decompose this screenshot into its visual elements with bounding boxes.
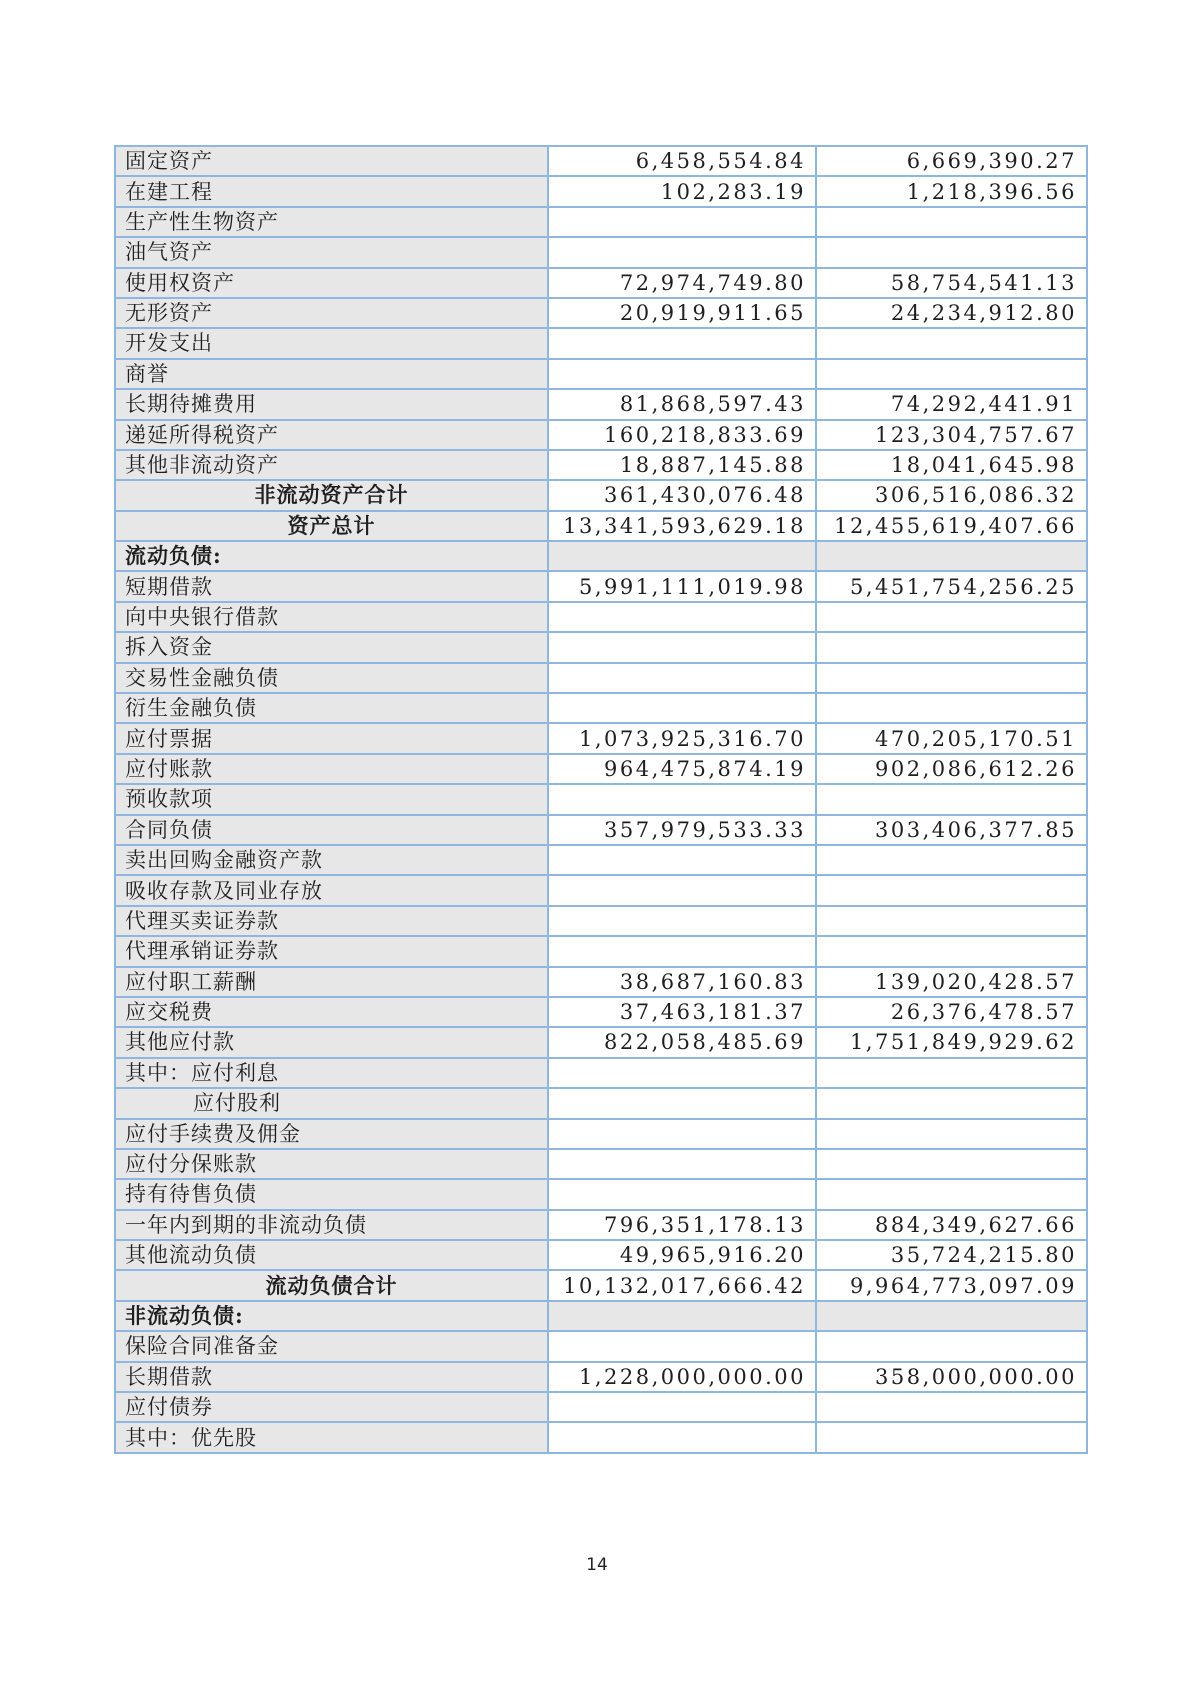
amount-current-cell — [548, 207, 816, 237]
table-row — [115, 207, 1087, 237]
amount-previous-cell — [816, 207, 1087, 237]
amount-current-cell: 37,463,181.37 — [548, 997, 816, 1027]
amount-previous-cell — [816, 663, 1087, 693]
amount-current-cell: 18,887,145.88 — [548, 450, 816, 480]
amount-current-cell — [548, 784, 816, 814]
table-row — [115, 1088, 1087, 1118]
row-label-cell: 递延所得税资产 — [115, 420, 548, 450]
table-row — [115, 784, 1087, 814]
row-label-cell: 应付债券 — [115, 1392, 548, 1422]
amount-current-cell — [548, 1422, 816, 1452]
table-row — [115, 1240, 1087, 1270]
row-label-cell: 应付股利 — [115, 1088, 548, 1118]
amount-current-cell: 5,991,111,019.98 — [548, 571, 816, 601]
table-row — [115, 754, 1087, 784]
amount-previous-cell: 139,020,428.57 — [816, 967, 1087, 997]
amount-current-cell: 822,058,485.69 — [548, 1027, 816, 1057]
row-label-cell: 商誉 — [115, 359, 548, 389]
amount-current-cell — [548, 541, 816, 571]
table-row — [115, 632, 1087, 662]
amount-current-cell — [548, 1179, 816, 1209]
table-row — [115, 693, 1087, 723]
row-label-cell: 应付手续费及佣金 — [115, 1119, 548, 1149]
row-label-cell: 一年内到期的非流动负债 — [115, 1210, 548, 1240]
amount-current-cell — [548, 1058, 816, 1088]
row-label-cell: 应付票据 — [115, 723, 548, 753]
balance-sheet-table — [114, 145, 1088, 1454]
amount-previous-cell — [816, 1422, 1087, 1452]
amount-current-cell — [548, 693, 816, 723]
row-label-cell: 使用权资产 — [115, 268, 548, 298]
amount-current-cell: 361,430,076.48 — [548, 480, 816, 510]
row-label-cell: 拆入资金 — [115, 632, 548, 662]
amount-current-cell — [548, 1119, 816, 1149]
row-label-cell: 交易性金融负债 — [115, 663, 548, 693]
row-label-cell: 应付账款 — [115, 754, 548, 784]
amount-previous-cell — [816, 1301, 1087, 1331]
amount-previous-cell: 358,000,000.00 — [816, 1362, 1087, 1392]
amount-current-cell: 1,228,000,000.00 — [548, 1362, 816, 1392]
amount-current-cell: 102,283.19 — [548, 176, 816, 206]
row-label-cell: 其他应付款 — [115, 1027, 548, 1057]
amount-previous-cell — [816, 845, 1087, 875]
table-row — [115, 1362, 1087, 1392]
amount-previous-cell — [816, 1058, 1087, 1088]
amount-current-cell: 6,458,554.84 — [548, 146, 816, 176]
row-label-cell: 应付分保账款 — [115, 1149, 548, 1179]
amount-current-cell — [548, 602, 816, 632]
amount-current-cell — [548, 1088, 816, 1118]
row-label-cell: 应付职工薪酬 — [115, 967, 548, 997]
table-row — [115, 389, 1087, 419]
amount-previous-cell — [816, 1331, 1087, 1361]
table-row — [115, 1058, 1087, 1088]
row-label-cell: 其中：应付利息 — [115, 1058, 548, 1088]
amount-previous-cell: 306,516,086.32 — [816, 480, 1087, 510]
amount-current-cell — [548, 359, 816, 389]
amount-current-cell — [548, 1149, 816, 1179]
table-row — [115, 997, 1087, 1027]
amount-current-cell: 10,132,017,666.42 — [548, 1270, 816, 1300]
table-row — [115, 480, 1087, 510]
row-label-cell: 其他非流动资产 — [115, 450, 548, 480]
table-row — [115, 875, 1087, 905]
table-row — [115, 1331, 1087, 1361]
row-label-cell: 非流动负债: — [115, 1301, 548, 1331]
row-label-cell: 固定资产 — [115, 146, 548, 176]
row-label-cell: 保险合同准备金 — [115, 1331, 548, 1361]
row-label-cell: 卖出回购金融资产款 — [115, 845, 548, 875]
row-label-cell: 流动负债合计 — [115, 1270, 548, 1300]
table-row — [115, 268, 1087, 298]
amount-previous-cell — [816, 1149, 1087, 1179]
amount-previous-cell: 902,086,612.26 — [816, 754, 1087, 784]
amount-current-cell — [548, 936, 816, 966]
table-row — [115, 906, 1087, 936]
amount-current-cell: 160,218,833.69 — [548, 420, 816, 450]
amount-current-cell — [548, 328, 816, 358]
amount-previous-cell — [816, 906, 1087, 936]
table-row — [115, 511, 1087, 541]
table-row — [115, 1270, 1087, 1300]
table-row — [115, 967, 1087, 997]
row-label-cell: 向中央银行借款 — [115, 602, 548, 632]
amount-current-cell: 1,073,925,316.70 — [548, 723, 816, 753]
table-row — [115, 1210, 1087, 1240]
row-label-cell: 生产性生物资产 — [115, 207, 548, 237]
amount-current-cell — [548, 237, 816, 267]
row-label-cell: 合同负债 — [115, 815, 548, 845]
amount-previous-cell: 884,349,627.66 — [816, 1210, 1087, 1240]
amount-previous-cell — [816, 359, 1087, 389]
amount-current-cell — [548, 1392, 816, 1422]
amount-current-cell: 20,919,911.65 — [548, 298, 816, 328]
amount-current-cell — [548, 663, 816, 693]
table-row — [115, 1301, 1087, 1331]
row-label-cell: 短期借款 — [115, 571, 548, 601]
amount-current-cell — [548, 1331, 816, 1361]
balance-sheet-table-wrap — [114, 145, 1086, 1454]
row-label-cell: 衍生金融负债 — [115, 693, 548, 723]
row-label-cell: 其他流动负债 — [115, 1240, 548, 1270]
table-row — [115, 541, 1087, 571]
table-row — [115, 176, 1087, 206]
amount-current-cell: 357,979,533.33 — [548, 815, 816, 845]
amount-previous-cell — [816, 1179, 1087, 1209]
table-row — [115, 936, 1087, 966]
amount-previous-cell — [816, 237, 1087, 267]
row-label-cell: 长期借款 — [115, 1362, 548, 1392]
amount-previous-cell: 1,218,396.56 — [816, 176, 1087, 206]
amount-previous-cell — [816, 632, 1087, 662]
table-row — [115, 450, 1087, 480]
table-row — [115, 845, 1087, 875]
amount-previous-cell: 18,041,645.98 — [816, 450, 1087, 480]
amount-previous-cell — [816, 784, 1087, 814]
amount-previous-cell — [816, 328, 1087, 358]
amount-previous-cell: 58,754,541.13 — [816, 268, 1087, 298]
page-number: 14 — [586, 1555, 608, 1575]
amount-previous-cell: 12,455,619,407.66 — [816, 511, 1087, 541]
table-row — [115, 298, 1087, 328]
amount-current-cell: 964,475,874.19 — [548, 754, 816, 784]
amount-previous-cell: 5,451,754,256.25 — [816, 571, 1087, 601]
amount-current-cell — [548, 906, 816, 936]
amount-previous-cell — [816, 1119, 1087, 1149]
amount-previous-cell — [816, 1088, 1087, 1118]
table-row — [115, 663, 1087, 693]
row-label-cell: 开发支出 — [115, 328, 548, 358]
row-label-cell: 代理承销证券款 — [115, 936, 548, 966]
row-label-cell: 非流动资产合计 — [115, 480, 548, 510]
amount-previous-cell — [816, 541, 1087, 571]
row-label-cell: 预收款项 — [115, 784, 548, 814]
table-row — [115, 359, 1087, 389]
table-row — [115, 146, 1087, 176]
row-label-cell: 持有待售负债 — [115, 1179, 548, 1209]
amount-previous-cell: 1,751,849,929.62 — [816, 1027, 1087, 1057]
amount-previous-cell: 26,376,478.57 — [816, 997, 1087, 1027]
amount-previous-cell: 6,669,390.27 — [816, 146, 1087, 176]
table-row — [115, 723, 1087, 753]
table-row — [115, 1027, 1087, 1057]
amount-previous-cell: 35,724,215.80 — [816, 1240, 1087, 1270]
amount-current-cell: 49,965,916.20 — [548, 1240, 816, 1270]
table-row — [115, 420, 1087, 450]
amount-current-cell: 72,974,749.80 — [548, 268, 816, 298]
amount-previous-cell: 303,406,377.85 — [816, 815, 1087, 845]
amount-previous-cell — [816, 693, 1087, 723]
row-label-cell: 资产总计 — [115, 511, 548, 541]
amount-previous-cell: 74,292,441.91 — [816, 389, 1087, 419]
row-label-cell: 长期待摊费用 — [115, 389, 548, 419]
row-label-cell: 代理买卖证券款 — [115, 906, 548, 936]
amount-previous-cell: 470,205,170.51 — [816, 723, 1087, 753]
amount-current-cell: 13,341,593,629.18 — [548, 511, 816, 541]
amount-current-cell — [548, 632, 816, 662]
table-row — [115, 815, 1087, 845]
amount-current-cell: 81,868,597.43 — [548, 389, 816, 419]
amount-current-cell — [548, 1301, 816, 1331]
amount-previous-cell — [816, 875, 1087, 905]
row-label-cell: 无形资产 — [115, 298, 548, 328]
amount-previous-cell: 123,304,757.67 — [816, 420, 1087, 450]
amount-current-cell — [548, 875, 816, 905]
table-row — [115, 1422, 1087, 1452]
table-row — [115, 1179, 1087, 1209]
table-row — [115, 602, 1087, 632]
amount-previous-cell — [816, 1392, 1087, 1422]
row-label-cell: 吸收存款及同业存放 — [115, 875, 548, 905]
row-label-cell: 油气资产 — [115, 237, 548, 267]
amount-previous-cell: 9,964,773,097.09 — [816, 1270, 1087, 1300]
row-label-cell: 在建工程 — [115, 176, 548, 206]
table-row — [115, 1119, 1087, 1149]
amount-previous-cell — [816, 602, 1087, 632]
table-row — [115, 571, 1087, 601]
amount-current-cell: 38,687,160.83 — [548, 967, 816, 997]
row-label-cell: 流动负债: — [115, 541, 548, 571]
table-row — [115, 328, 1087, 358]
row-label-cell: 应交税费 — [115, 997, 548, 1027]
row-label-cell: 其中：优先股 — [115, 1422, 548, 1452]
amount-current-cell — [548, 845, 816, 875]
amount-current-cell: 796,351,178.13 — [548, 1210, 816, 1240]
table-row — [115, 1149, 1087, 1179]
amount-previous-cell: 24,234,912.80 — [816, 298, 1087, 328]
amount-previous-cell — [816, 936, 1087, 966]
table-row — [115, 1392, 1087, 1422]
table-row — [115, 237, 1087, 267]
